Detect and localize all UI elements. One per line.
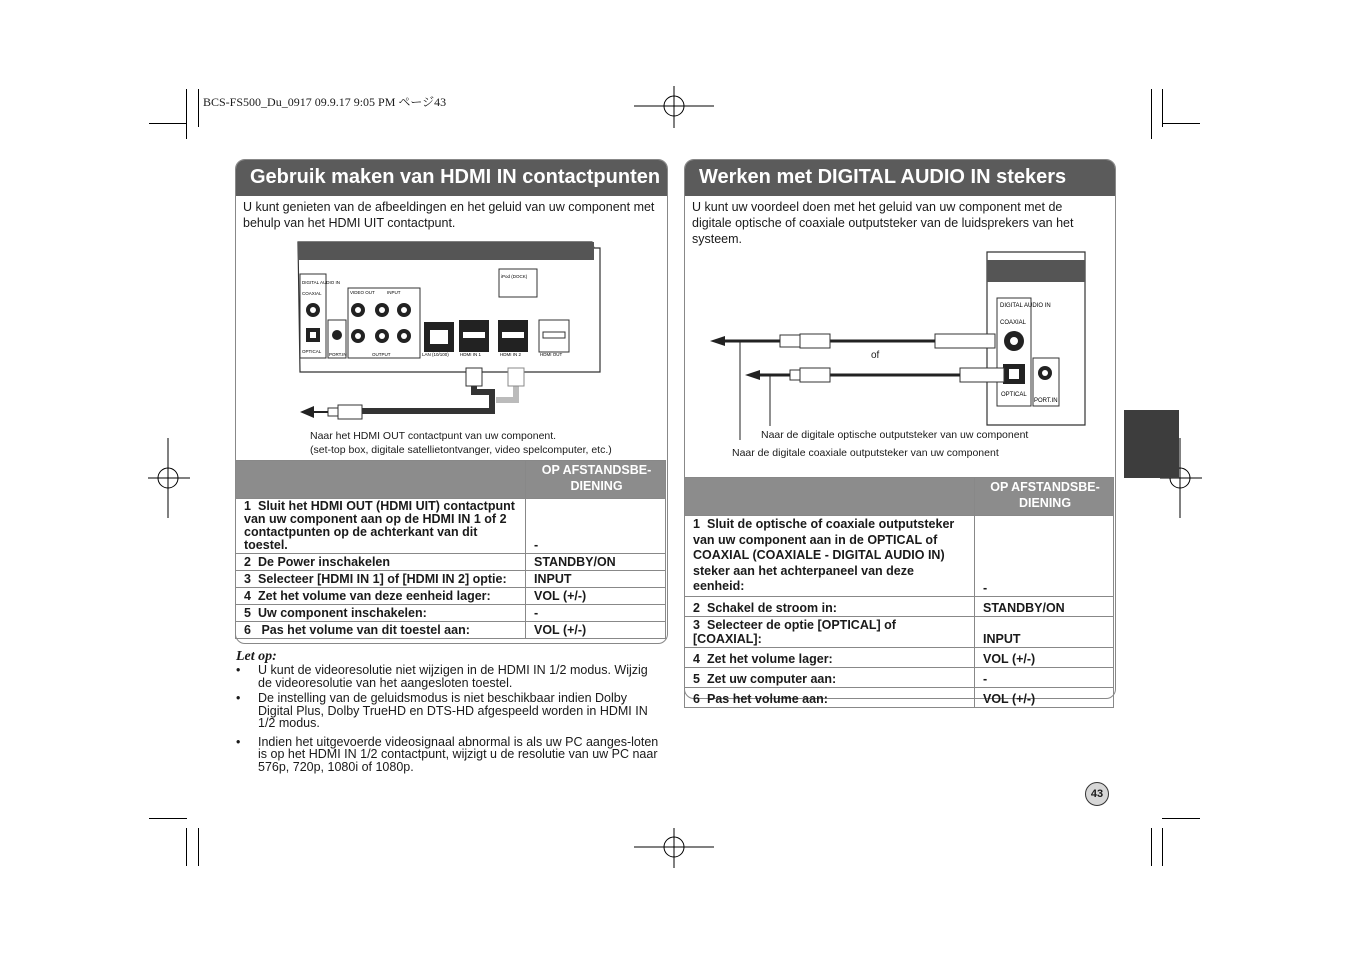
table-row: 5 Zet uw computer aan: - xyxy=(685,667,1114,687)
table-header-remote: OP AFSTANDSBE-DIENING xyxy=(975,478,1114,516)
caption-line-2: (set-top box, digitale satellietontvanger, video spelcomputer, etc.) xyxy=(310,444,612,456)
chapter-tab xyxy=(1124,410,1179,478)
diagram-label-portin: PORT.IN xyxy=(329,352,347,357)
table-row: 4 Zet het volume van deze eenheid lager: VOL (+/-) xyxy=(236,588,666,605)
print-header-meta: BCS-FS500_Du_0917 09.9.17 9:05 PM ページ43 xyxy=(203,95,447,109)
table-row: 1 Sluit het HDMI OUT (HDMI UIT) contactpunt van uw component aan op de HDMI IN 1 of 2 contactpunten op de achterkant van dit toestel. - xyxy=(236,499,666,554)
note-title: Let op: xyxy=(236,649,277,664)
note-item: • Indien het uitgevoerde videosignaal abnormal is als uw PC aanges-loten is op het HDMI IN 1/2 contactpunt, wijzigt u de resolutie van uw PC naar 576p, 720p, 1080i of 1080p. xyxy=(236,734,659,774)
table-header-remote: OP AFSTANDSBE-DIENING xyxy=(526,461,666,499)
diagram-label-digital-audio-in: DIGITAL AUDIO IN xyxy=(1000,303,1051,309)
registration-mark-bottom xyxy=(634,828,714,868)
diagram-label-hdmi-out: HDMI OUT xyxy=(540,352,563,357)
notes-list xyxy=(236,664,664,776)
diagram-label-lan: LAN (10/100) xyxy=(422,352,449,357)
diagram-label-digital-audio-in: DIGITAL AUDIO IN xyxy=(302,280,341,285)
caption-line-1: Naar het HDMI OUT contactpunt van uw component. xyxy=(310,430,557,442)
diagram-label-optical: OPTICAL xyxy=(1001,392,1027,398)
diagram-label-video-out: VIDEO OUT xyxy=(350,290,375,295)
table-row: 3 Selecteer de optie [OPTICAL] of [COAXIAL]: INPUT xyxy=(685,616,1114,647)
digital-audio-connection-diagram xyxy=(705,250,1115,450)
hdmi-connection-diagram xyxy=(292,240,662,430)
page-number: 43 xyxy=(1085,782,1109,806)
table-row: 1 Sluit de optische of coaxiale outputsteker van uw component aan in de OPTICAL of COAXIAL (COAXIALE - DIGITAL AUDIO IN) steker aan het achterpaneel van deze eenheid: - xyxy=(685,516,1114,597)
table-row: 6 Pas het volume aan: VOL (+/-) xyxy=(685,687,1114,707)
table-row: 2 De Power inschakelen STANDBY/ON xyxy=(236,554,666,571)
diagram-label-ipod: iPod (DOCK) xyxy=(501,274,528,279)
table-row: 5 Uw component inschakelen: - xyxy=(236,605,666,622)
diagram-label-optical: OPTICAL xyxy=(302,349,322,354)
section-intro: U kunt uw voordeel doen met het geluid van uw component met de digitale optische of coaxiale outputsteker van de luidsprekers van het systeem. xyxy=(692,200,1074,246)
diagram-caption xyxy=(310,429,612,457)
diagram-label-input: INPUT xyxy=(387,290,401,295)
section-intro: U kunt genieten van de afbeeldingen en het geluid van uw component met behulp van het HDMI UIT contactpunt. xyxy=(243,200,655,230)
table-row: 3 Selecteer [HDMI IN 1] of [HDMI IN 2] optie: INPUT xyxy=(236,571,666,588)
table-row: 4 Zet het volume lager: VOL (+/-) xyxy=(685,647,1114,667)
registration-mark-left xyxy=(148,438,190,518)
table-row: 6 Pas het volume van dit toestel aan: VOL (+/-) xyxy=(236,622,666,639)
diagram-label-coaxial: COAXIAL xyxy=(302,291,322,296)
hdmi-steps-table xyxy=(235,460,666,639)
diagram-label-hdmi-in1: HDMI IN 1 xyxy=(460,352,482,357)
diagram-label-hdmi-in2: HDMI IN 2 xyxy=(500,352,522,357)
table-row: 2 Schakel de stroom in: STANDBY/ON xyxy=(685,596,1114,616)
or-label: of xyxy=(871,350,880,361)
diagram-label-coaxial: COAXIAL xyxy=(1000,320,1027,326)
digital-audio-in-section xyxy=(684,159,1116,706)
hdmi-in-section xyxy=(235,159,668,644)
section-title: Gebruik maken van HDMI IN contactpunten xyxy=(236,160,667,196)
note-item: • De instelling van de geluidsmodus is niet beschikbaar indien Dolby Digital Plus, Dolby TrueHD en DTS-HD afgespeeld worden in HDMI IN 1/2 modus. xyxy=(236,691,648,730)
caption-optical: Naar de digitale optische outputsteker van uw component xyxy=(761,429,1029,441)
section-title: Werken met DIGITAL AUDIO IN stekers xyxy=(685,160,1115,196)
note-item: • U kunt de videoresolutie niet wijzigen in de HDMI IN 1/2 modus. Wijzig de videoresolutie van het aangesloten toestel. xyxy=(236,663,648,690)
registration-mark-top xyxy=(634,86,714,128)
caption-coaxial: Naar de digitale coaxiale outputsteker van uw component xyxy=(732,447,999,459)
digital-audio-steps-table xyxy=(684,477,1114,708)
diagram-label-portin: PORT.IN xyxy=(1034,398,1058,404)
diagram-label-output: OUTPUT xyxy=(372,352,391,357)
